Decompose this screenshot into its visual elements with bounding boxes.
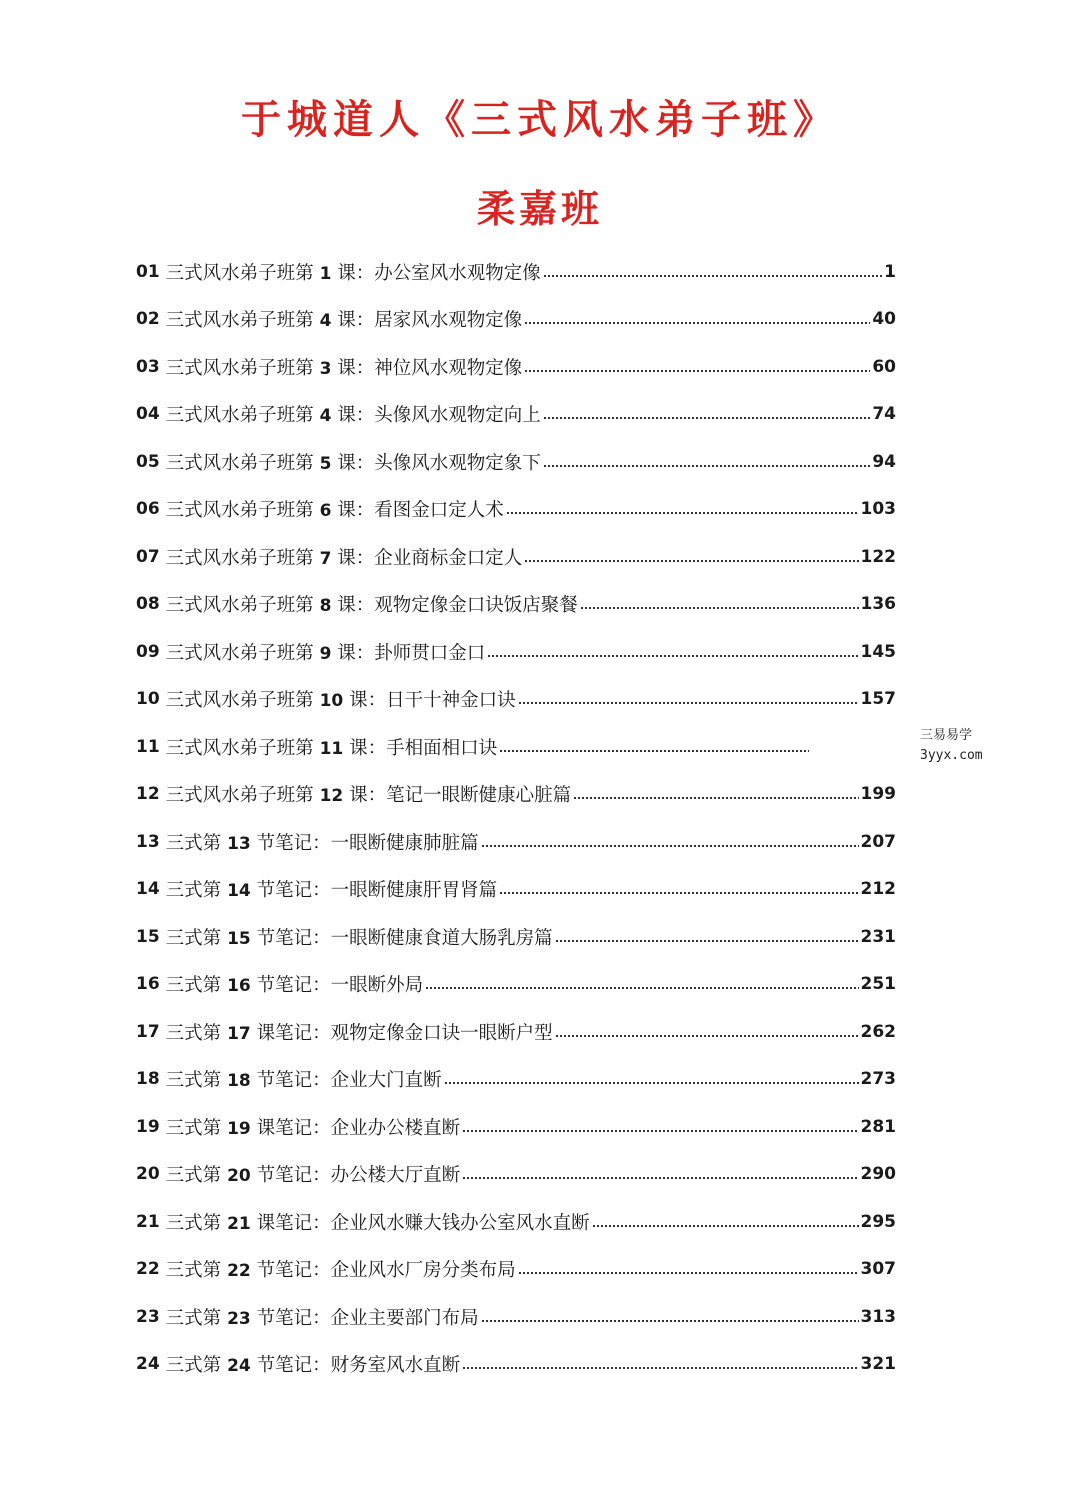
toc-entry-number: 21 (136, 1211, 160, 1232)
toc-entry-title: 三式第 13 节笔记：一眼断健康肺脏篇 (165, 832, 479, 854)
toc-lesson-number: 24 (227, 1356, 251, 1377)
toc-entry-title: 三式第 23 节笔记：企业主要部门布局 (165, 1307, 479, 1329)
toc-entry-number: 13 (136, 831, 160, 852)
toc-dot-leader (487, 653, 858, 659)
toc-entry-number: 16 (136, 974, 160, 995)
toc-entry-page: 94 (872, 451, 896, 472)
toc-entry-number: 06 (136, 499, 160, 520)
toc-entry-page: 145 (860, 641, 896, 662)
toc-entry-number: 05 (136, 451, 160, 472)
toc-lesson-number: 12 (319, 786, 344, 807)
toc-entry[interactable] (136, 628, 896, 676)
toc-entry-page: 74 (872, 404, 896, 425)
toc-entry-title: 三式第 16 节笔记：一眼断外局 (165, 975, 424, 997)
toc-entry-page: 290 (860, 1164, 896, 1185)
toc-entry-title: 三式风水弟子班第 8 课：观物定像金口诀饭店聚餐 (165, 595, 578, 617)
toc-lesson-number: 4 (319, 406, 332, 427)
toc-entry-number: 11 (136, 736, 160, 757)
toc-lesson-number: 13 (227, 833, 251, 854)
toc-dot-leader (543, 463, 871, 469)
toc-lesson-number: 14 (227, 881, 251, 902)
toc-entry-title: 三式风水弟子班第 3 课：神位风水观物定像 (165, 357, 523, 379)
toc-entry-page: 321 (860, 1354, 896, 1375)
toc-dot-leader (462, 1365, 858, 1371)
toc-entry[interactable] (136, 1151, 896, 1199)
toc-entry-title: 三式风水弟子班第 6 课：看图金口定人术 (165, 500, 504, 522)
toc-entry-title: 三式风水弟子班第 4 课：头像风水观物定向上 (165, 405, 541, 427)
toc-entry[interactable] (136, 1341, 896, 1389)
toc-entry-title: 三式第 15 节笔记：一眼断健康食道大肠乳房篇 (165, 927, 553, 949)
toc-lesson-number: 17 (227, 1023, 251, 1044)
toc-entry-page: 40 (872, 309, 896, 330)
toc-dot-leader (543, 273, 882, 279)
toc-dot-leader (481, 1318, 859, 1324)
toc-dot-leader (580, 605, 859, 611)
toc-entry-page: 1 (884, 261, 896, 282)
toc-entry-page: 136 (860, 594, 896, 615)
toc-entry-page: 103 (860, 499, 896, 520)
toc-entry-title: 三式第 22 节笔记：企业风水厂房分类布局 (165, 1260, 516, 1282)
toc-entry-title: 三式风水弟子班第 5 课：头像风水观物定象下 (165, 452, 541, 474)
toc-entry-page: 251 (860, 974, 896, 995)
toc-entry-page: 281 (860, 1116, 896, 1137)
toc-entry-number: 14 (136, 879, 160, 900)
toc-entry[interactable] (136, 1008, 896, 1056)
toc-dot-leader (506, 510, 859, 516)
toc-entry[interactable] (136, 438, 896, 486)
toc-entry[interactable] (136, 343, 896, 391)
toc-entry-page: 262 (860, 1021, 896, 1042)
toc-entry-page: 157 (860, 689, 896, 710)
toc-lesson-number: 6 (319, 501, 332, 522)
toc-entry[interactable] (136, 771, 896, 819)
toc-entry-number: 24 (136, 1354, 160, 1375)
toc-entry-title: 三式风水弟子班第 7 课：企业商标金口定人 (165, 547, 523, 569)
toc-dot-leader (462, 1128, 858, 1134)
document-subtitle: 柔嘉班 (476, 187, 603, 231)
toc-entry-number: 19 (136, 1116, 160, 1137)
toc-entry-title: 三式风水弟子班第 9 课：卦师贯口金口 (165, 642, 486, 664)
toc-entry-title: 三式第 14 节笔记：一眼断健康肝胃肾篇 (165, 880, 498, 902)
toc-dot-leader (524, 368, 870, 374)
toc-entry-number: 07 (136, 546, 160, 567)
toc-entry-title: 三式风水弟子班第 12 课：笔记一眼断健康心脏篇 (165, 785, 572, 807)
toc-entry-number: 18 (136, 1069, 160, 1090)
toc-entry-number: 09 (136, 641, 160, 662)
toc-entry[interactable] (136, 486, 896, 534)
toc-entry[interactable] (136, 1198, 896, 1246)
toc-entry[interactable] (136, 913, 896, 961)
toc-lesson-number: 16 (227, 976, 251, 997)
watermark-url: 3yyx.com (920, 748, 983, 763)
toc-lesson-number: 7 (319, 548, 332, 569)
toc-entry-title: 三式第 17 课笔记：观物定像金口诀一眼断户型 (165, 1022, 553, 1044)
toc-entry-page: 199 (860, 784, 896, 805)
toc-dot-leader (518, 1270, 859, 1276)
toc-entry-number: 01 (136, 261, 160, 282)
toc-dot-leader (592, 1223, 859, 1229)
toc-entry[interactable] (136, 1103, 896, 1151)
toc-entry-page: 313 (860, 1306, 896, 1327)
toc-dot-leader (518, 700, 859, 706)
toc-dot-leader (444, 1080, 859, 1086)
table-of-contents (136, 248, 896, 1388)
toc-entry-number: 20 (136, 1164, 160, 1185)
toc-entry-title: 三式风水弟子班第 10 课：日干十神金口诀 (165, 690, 516, 712)
toc-lesson-number: 22 (227, 1261, 251, 1282)
toc-entry-page: 295 (860, 1211, 896, 1232)
toc-lesson-number: 9 (319, 643, 332, 664)
toc-entry[interactable] (136, 533, 896, 581)
toc-lesson-number: 11 (319, 738, 344, 759)
toc-entry[interactable] (136, 296, 896, 344)
toc-entry-title: 三式第 19 课笔记：企业办公楼直断 (165, 1117, 461, 1139)
toc-entry-number: 08 (136, 594, 160, 615)
toc-entry-number: 10 (136, 689, 160, 710)
toc-entry-number: 22 (136, 1259, 160, 1280)
toc-dot-leader (425, 985, 858, 991)
toc-dot-leader (555, 938, 859, 944)
toc-entry-number: 15 (136, 926, 160, 947)
toc-entry[interactable] (136, 961, 896, 1009)
toc-entry-title: 三式第 20 节笔记：办公楼大厅直断 (165, 1165, 461, 1187)
toc-entry-title: 三式风水弟子班第 1 课：办公室风水观物定像 (165, 262, 541, 284)
toc-dot-leader (524, 558, 858, 564)
toc-lesson-number: 23 (227, 1308, 251, 1329)
watermark (920, 726, 983, 766)
toc-entry[interactable] (136, 818, 896, 866)
toc-entry[interactable] (136, 723, 896, 771)
toc-lesson-number: 18 (227, 1071, 251, 1092)
toc-lesson-number: 8 (319, 596, 332, 617)
toc-lesson-number: 1 (319, 263, 332, 284)
toc-entry-page: 212 (860, 879, 896, 900)
toc-entry[interactable] (136, 1056, 896, 1104)
toc-lesson-number: 10 (319, 691, 344, 712)
watermark-name: 三易易学 (920, 728, 973, 743)
toc-entry[interactable] (136, 866, 896, 914)
toc-lesson-number: 21 (227, 1213, 251, 1234)
toc-entry-page: 207 (860, 831, 896, 852)
toc-entry-page: 307 (860, 1259, 896, 1280)
toc-entry[interactable] (136, 676, 896, 724)
toc-lesson-number: 19 (227, 1118, 251, 1139)
toc-dot-leader (524, 320, 870, 326)
toc-entry-page: 122 (860, 546, 896, 567)
toc-dot-leader (499, 890, 858, 896)
toc-entry[interactable] (136, 1293, 896, 1341)
toc-entry-number: 03 (136, 356, 160, 377)
toc-entry-number: 12 (136, 784, 160, 805)
toc-lesson-number: 4 (319, 311, 332, 332)
toc-entry-number: 04 (136, 404, 160, 425)
toc-entry[interactable] (136, 248, 896, 296)
toc-entry-title: 三式第 18 节笔记：企业大门直断 (165, 1070, 442, 1092)
toc-entry-number: 17 (136, 1021, 160, 1042)
toc-entry-page: 231 (860, 926, 896, 947)
toc-dot-leader (573, 795, 858, 801)
toc-entry-title: 三式风水弟子班第 4 课：居家风水观物定像 (165, 310, 523, 332)
toc-dot-leader (481, 843, 859, 849)
toc-entry[interactable] (136, 1246, 896, 1294)
toc-lesson-number: 3 (319, 358, 332, 379)
toc-lesson-number: 5 (319, 453, 332, 474)
toc-dot-leader (555, 1033, 859, 1039)
toc-lesson-number: 20 (227, 1166, 251, 1187)
document-title: 于城道人《三式风水弟子班》 (241, 97, 839, 143)
toc-entry-title: 三式第 24 节笔记：财务室风水直断 (165, 1355, 461, 1377)
toc-lesson-number: 15 (227, 928, 251, 949)
toc-entry-page: 273 (860, 1069, 896, 1090)
toc-entry-title: 三式风水弟子班第 11 课：手相面相口诀 (165, 737, 498, 759)
toc-entry-number: 23 (136, 1306, 160, 1327)
toc-entry-number: 02 (136, 309, 160, 330)
toc-entry-title: 三式第 21 课笔记：企业风水赚大钱办公室风水直断 (165, 1212, 590, 1234)
toc-dot-leader (462, 1175, 858, 1181)
toc-entry-page: 60 (872, 356, 896, 377)
toc-dot-leader (543, 415, 871, 421)
toc-entry[interactable] (136, 581, 896, 629)
toc-dot-leader (499, 748, 809, 754)
toc-entry[interactable] (136, 391, 896, 439)
